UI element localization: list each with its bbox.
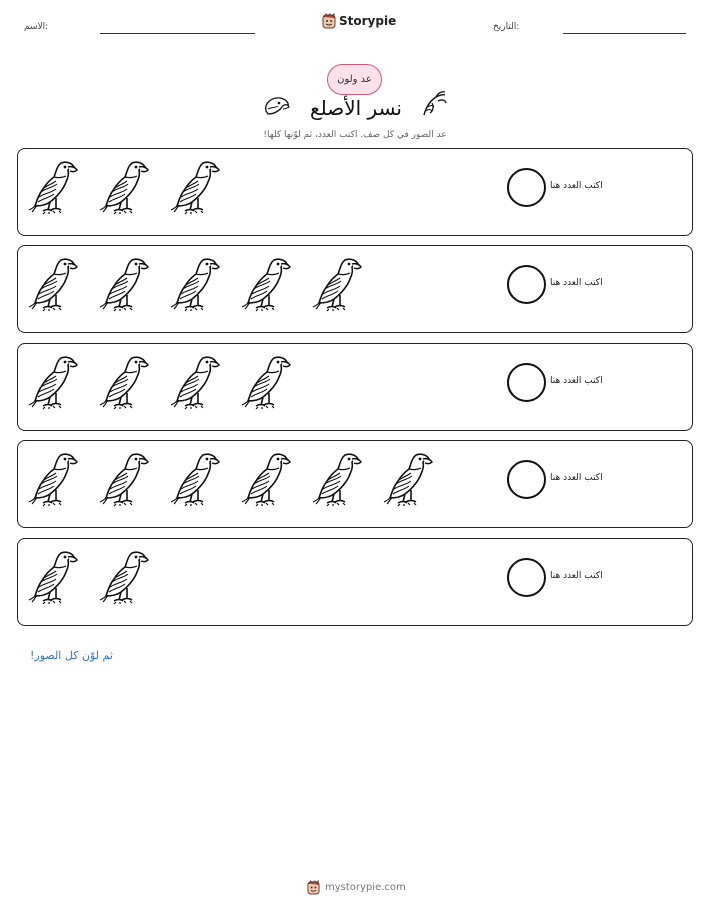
worksheet-title: نسر الأصلع xyxy=(309,96,402,120)
eagle-icon xyxy=(241,450,291,508)
answer-label: اكتب العدد هنا xyxy=(550,376,603,386)
eagle-group xyxy=(28,255,362,313)
eagle-claw-icon xyxy=(418,89,448,119)
eagle-icon xyxy=(99,255,149,313)
instructions: عد الصور في كل صف. اكتب العدد، ثم لوّنها كلها! xyxy=(263,130,447,140)
answer-label: اكتب العدد هنا xyxy=(550,473,603,483)
storypie-logo-icon xyxy=(307,880,320,895)
eagle-icon xyxy=(99,158,149,216)
eagle-icon xyxy=(99,353,149,411)
counting-row xyxy=(17,538,693,626)
eagle-icon xyxy=(170,255,220,313)
answer-circle[interactable] xyxy=(507,363,546,402)
answer-label: اكتب العدد هنا xyxy=(550,571,603,581)
eagle-icon xyxy=(28,255,78,313)
eagle-group xyxy=(28,450,433,508)
name-label: الاسم: xyxy=(24,22,49,32)
eagle-group xyxy=(28,158,220,216)
eagle-group xyxy=(28,353,291,411)
eagle-icon xyxy=(28,548,78,606)
eagle-icon xyxy=(241,353,291,411)
eagle-icon xyxy=(28,353,78,411)
eagle-icon xyxy=(28,158,78,216)
eagle-icon xyxy=(241,255,291,313)
eagle-icon xyxy=(170,450,220,508)
answer-circle[interactable] xyxy=(507,265,546,304)
answer-circle[interactable] xyxy=(507,460,546,499)
answer-label: اكتب العدد هنا xyxy=(550,278,603,288)
eagle-icon xyxy=(383,450,433,508)
answer-label: اكتب العدد هنا xyxy=(550,181,603,191)
brand-name: Storypie xyxy=(339,14,397,28)
eagle-group xyxy=(28,548,149,606)
name-field[interactable] xyxy=(100,33,255,34)
brand xyxy=(322,13,396,29)
eagle-icon xyxy=(312,255,362,313)
answer-circle[interactable] xyxy=(507,558,546,597)
eagle-icon xyxy=(170,158,220,216)
eagle-head-icon xyxy=(262,95,290,117)
activity-badge: عد ولون xyxy=(327,64,382,95)
answer-circle[interactable] xyxy=(507,168,546,207)
eagle-icon xyxy=(28,450,78,508)
eagle-icon xyxy=(99,450,149,508)
date-label: التاريخ: xyxy=(493,22,520,32)
storypie-logo-icon xyxy=(322,13,336,29)
footer-site xyxy=(307,880,406,895)
coloring-note: ثم لوّن كل الصور! xyxy=(30,649,113,662)
eagle-icon xyxy=(312,450,362,508)
counting-row xyxy=(17,245,693,333)
counting-row xyxy=(17,343,693,431)
date-field[interactable] xyxy=(563,33,686,34)
footer-site-text: mystorypie.com xyxy=(325,882,406,893)
counting-row xyxy=(17,440,693,528)
eagle-icon xyxy=(99,548,149,606)
eagle-icon xyxy=(170,353,220,411)
counting-row xyxy=(17,148,693,236)
